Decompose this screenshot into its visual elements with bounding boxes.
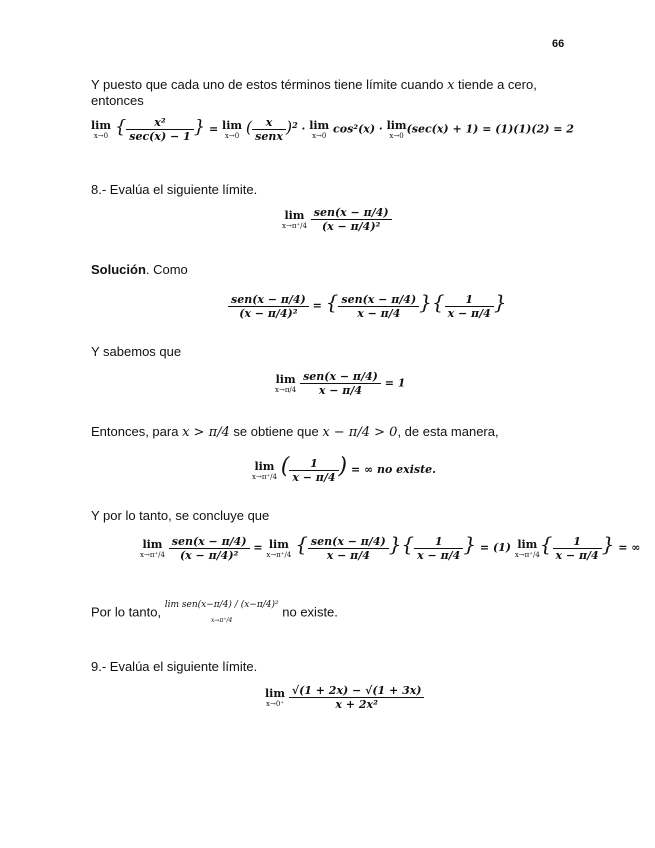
- fraction: $\frac{\text{sen(x − π/4)}}{\text{(x − π/4)²}}$: [228, 293, 309, 320]
- equation-7: [265, 684, 424, 711]
- fraction: $\frac{\text{sen(x − π/4)}}{\text{(x − π/4)²}}$: [169, 535, 250, 562]
- equation-rhs: = ∞: [618, 541, 641, 554]
- equation-rhs: = 1: [384, 376, 406, 390]
- fraction: $\frac{\text{x²}}{\sec(x) - 1}$: [126, 116, 193, 143]
- entonces-math-2: x − π/4 > 0: [322, 425, 398, 440]
- solucion-line: [91, 262, 188, 278]
- fraction: $\frac{√(1 + 2x) - √(1 + 3x)}{\text{x + 2x²}}$: [289, 684, 425, 711]
- limit-operator: lim x→π⁺/4: [514, 537, 540, 559]
- fraction: $\frac{\text{sen(x − π/4)}}{x - \pi/4}$: [308, 535, 389, 562]
- equation-3: $\frac{\text{sen(x − π/4)}}{\text{(x − π/4)²}}$ = { $\frac{\text{sen(x − π/4)}}{x - \pi/4}$ }{ $\frac{1}{x - \pi/4}$ }: [228, 290, 507, 320]
- cos-term: cos²(x) ·: [333, 122, 383, 136]
- conclusion-line: [91, 597, 338, 629]
- problem-8-statement: 8.- Evalúa el siguiente límite.: [91, 182, 258, 197]
- limit-operator: lim x→0: [91, 119, 111, 140]
- intro-line-1: [91, 77, 537, 94]
- intro-text-end: tiende a cero,: [458, 77, 537, 92]
- limit-operator: lim x→0: [309, 119, 330, 140]
- fraction: $\frac{\text{sen(x − π/4)}}{x - \pi/4}$: [338, 293, 419, 320]
- limit-operator: lim x→0: [386, 119, 407, 140]
- equation-1: lim x→0 { $\frac{\text{x²}}{\sec(x) - 1}$ } = lim x→0 ( $\frac{x}{\text{senx}}$ )$^2$ · lim x→0 cos²(x) · lim x→0 (sec(x) + 1) = (1)(1)(2) = 2: [91, 116, 574, 143]
- equation-4: [275, 370, 405, 397]
- fraction: $\frac{x}{\text{senx}}$: [252, 116, 286, 143]
- fraction: $\frac{1}{x - \pi/4}$: [445, 293, 494, 320]
- inline-limit: lim sen(x−π/4) / (x−π/4)² x→π⁺/4: [164, 600, 279, 624]
- limit-operator: lim x→0: [222, 119, 243, 140]
- page-number: 66: [552, 38, 565, 50]
- entonces-line: [91, 424, 499, 441]
- limit-operator: lim x→π⁺/4: [252, 459, 277, 481]
- limit-operator: lim x→π⁺/4: [282, 209, 307, 230]
- problem-9-statement: 9.- Evalúa el siguiente límite.: [91, 659, 258, 674]
- equation-2: [282, 206, 392, 233]
- fraction: $\frac{1}{x - \pi/4}$: [289, 457, 338, 484]
- conclusion-text-1: Por lo tanto,: [91, 604, 162, 620]
- solucion-label: Solución: [91, 262, 146, 277]
- fraction: $\frac{\text{sen(x − π/4)}}{\text{(x − π/4)²}}$: [311, 206, 392, 233]
- intro-variable: x: [447, 78, 455, 93]
- equation-rhs: = ∞ no existe.: [350, 463, 437, 476]
- limit-operator: lim x→0⁺: [265, 687, 285, 708]
- equation-5: lim x→π⁺/4 ( $\frac{1}{x - \pi/4}$ ) = ∞ no existe.: [252, 454, 437, 484]
- conclusion-text-2: no existe.: [282, 604, 338, 620]
- equation-mid: = (1): [479, 541, 512, 554]
- solucion-text: . Como: [145, 262, 188, 277]
- limit-operator: lim x→π/4: [275, 373, 297, 394]
- fraction: $\frac{\text{sen(x − π/4)}}{x - \pi/4}$: [300, 370, 381, 397]
- limit-operator: lim x→π⁺/4: [266, 537, 292, 559]
- entonces-math-1: x > π/4: [182, 425, 230, 440]
- entonces-text-3: , de esta manera,: [397, 424, 499, 439]
- conclusion-intro: Y por lo tanto, se concluye que: [91, 508, 270, 523]
- intro-text: Y puesto que cada uno de estos términos tiene límite cuando: [91, 77, 444, 92]
- sec-term: (sec(x) + 1) = (1)(1)(2) = 2: [406, 122, 574, 136]
- entonces-text-2: se obtiene que: [233, 424, 319, 439]
- intro-line-2: entonces: [91, 93, 144, 108]
- sabemos-line: Y sabemos que: [91, 344, 182, 359]
- limit-operator: lim x→π⁺/4: [140, 537, 165, 559]
- equation-6: lim x→π⁺/4 $\frac{\text{sen(x − π/4)}}{\text{(x − π/4)²}}$ = lim x→π⁺/4 { $\frac{\text{sen(x − π/4)}}{x - \pi/4}$ }{ $\frac{1}{x - \pi/4}$ } = (1) lim x→π⁺/4 { $\frac{1}{x - \pi/4}$ } = ∞: [140, 532, 641, 562]
- entonces-text-1: Entonces, para: [91, 424, 179, 439]
- fraction: $\frac{1}{x - \pi/4}$: [553, 535, 602, 562]
- fraction: $\frac{1}{x - \pi/4}$: [414, 535, 463, 562]
